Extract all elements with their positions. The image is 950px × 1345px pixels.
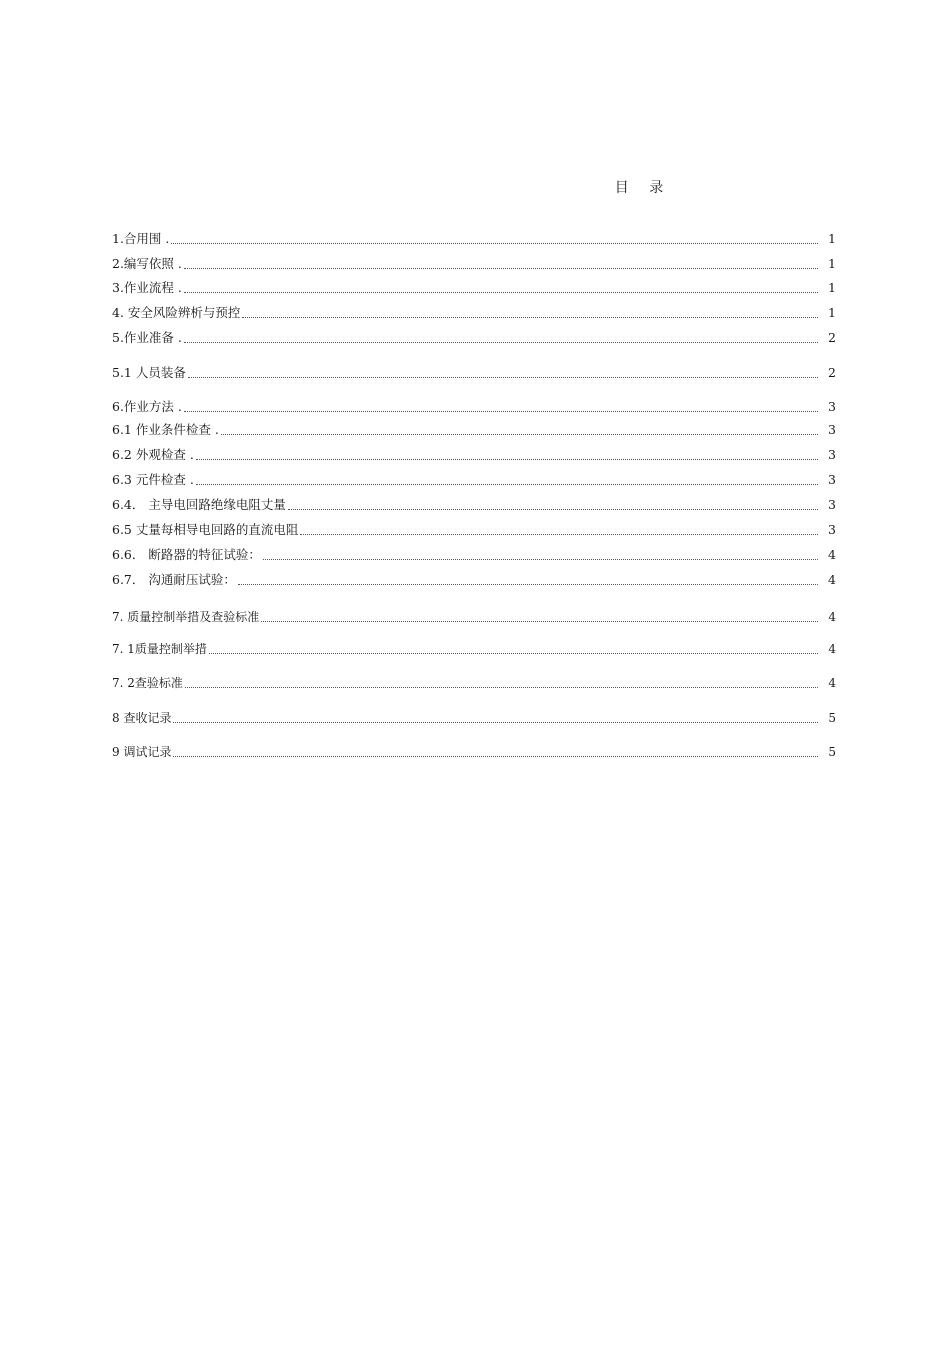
toc-entry-page: 4 <box>828 676 836 690</box>
toc-dot-leader <box>261 620 818 622</box>
toc-entry-page: 3 <box>828 447 836 462</box>
toc-entry-label: 6.7． 沟通耐压试验： <box>112 572 236 587</box>
toc-entry-page: 3 <box>828 522 836 537</box>
toc-entry <box>112 231 836 247</box>
toc-entry <box>112 609 836 625</box>
toc-dot-leader <box>288 508 818 510</box>
toc-entry-label: 4. 安全风险辨析与预控 <box>112 305 241 320</box>
toc-dot-leader <box>221 433 818 435</box>
toc-entry-page: 1 <box>828 256 836 271</box>
toc-entry-page: 2 <box>828 365 836 380</box>
toc-entry-label: 7. 质量控制举措及查验标准 <box>112 610 260 624</box>
toc-entry-page: 4 <box>828 572 836 587</box>
toc-entry-page: 1 <box>828 305 836 320</box>
toc-entry <box>112 572 836 588</box>
toc-entry <box>112 422 836 438</box>
toc-dot-leader <box>188 376 818 378</box>
toc-entry <box>112 305 836 321</box>
toc-entry-page: 4 <box>828 610 836 624</box>
toc-entry <box>112 447 836 463</box>
toc-entry-page: 1 <box>828 280 836 295</box>
toc-entry <box>112 675 836 691</box>
toc-entry-page: 3 <box>828 497 836 512</box>
toc-entry-label: 9 调试记录 <box>112 745 172 759</box>
toc-dot-leader <box>184 410 818 412</box>
toc-title: 目 录 <box>614 180 672 196</box>
toc-entry-page: 4 <box>828 642 836 656</box>
toc-entry <box>112 547 836 563</box>
toc-entry <box>112 744 836 760</box>
toc-entry-label: 2.编写依照 . <box>112 256 182 271</box>
toc-entry <box>112 522 836 538</box>
toc-dot-leader <box>184 341 818 343</box>
toc-entry-label: 6.4． 主导电回路绝缘电阻丈量 <box>112 497 286 512</box>
toc-entry-page: 3 <box>828 422 836 437</box>
toc-entry-label: 3.作业流程 . <box>112 280 182 295</box>
toc-entry <box>112 497 836 513</box>
toc-dot-leader <box>184 267 818 269</box>
toc-dot-leader <box>173 721 818 723</box>
toc-entry-page: 1 <box>828 231 836 246</box>
toc-entry-label: 7. 1质量控制举措 <box>112 642 207 656</box>
toc-dot-leader <box>242 316 818 318</box>
toc-entry-label: 6.5 丈量每相导电回路的直流电阻 <box>112 522 299 537</box>
toc-dot-leader <box>171 242 818 244</box>
toc-dot-leader <box>196 458 818 460</box>
toc-entry-label: 5.1 人员装备 <box>112 365 186 380</box>
toc-entry <box>112 256 836 272</box>
toc-entry-label: 6.3 元件检查 . <box>112 472 194 487</box>
toc-entry-label: 6.2 外观检查 . <box>112 447 194 462</box>
toc-entry <box>112 365 836 381</box>
toc-entry-page: 5 <box>828 745 836 759</box>
toc-entry-label: 7. 2查验标准 <box>112 676 183 690</box>
toc-entry-label: 8 查收记录 <box>112 711 172 725</box>
toc-entry-label: 6.6． 断路器的特征试验： <box>112 547 261 562</box>
toc-entry-label: 6.作业方法 . <box>112 399 182 414</box>
toc-entry <box>112 399 836 415</box>
toc-entry <box>112 641 836 657</box>
toc-entry <box>112 472 836 488</box>
toc-dot-leader <box>173 755 818 757</box>
toc-entry-page: 5 <box>828 711 836 725</box>
toc-entry-label: 1.合用围 . <box>112 231 170 246</box>
toc-dot-leader <box>209 652 818 654</box>
toc-dot-leader <box>196 483 818 485</box>
toc-entry-page: 3 <box>828 472 836 487</box>
toc-dot-leader <box>238 583 818 585</box>
toc-dot-leader <box>300 533 818 535</box>
toc-entry-page: 2 <box>828 330 836 345</box>
toc-entry-page: 4 <box>828 547 836 562</box>
toc-entry-page: 3 <box>828 399 836 414</box>
toc-dot-leader <box>185 686 818 688</box>
toc-entry-label: 6.1 作业条件检查 . <box>112 422 219 437</box>
toc-entry <box>112 330 836 346</box>
toc-entry-label: 5.作业准备 . <box>112 330 182 345</box>
toc-entry <box>112 280 836 296</box>
toc-dot-leader <box>263 558 818 560</box>
toc-dot-leader <box>184 291 818 293</box>
toc-entry <box>112 710 836 726</box>
